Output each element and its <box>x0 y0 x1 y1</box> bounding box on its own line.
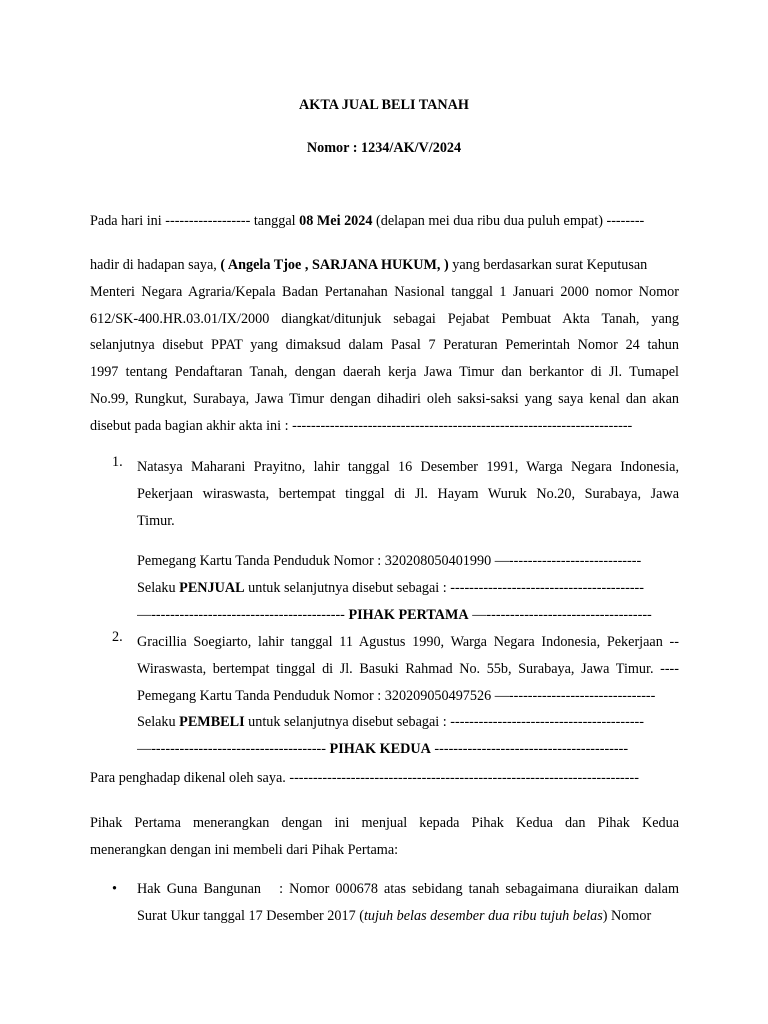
party-2-label-pre: —------------------------------------- <box>137 741 330 758</box>
notary-name: ( Angela Tjoe , SARJANA HUKUM, ) <box>220 257 449 273</box>
intro-line-2: Menteri Negara Agraria/Kepala Badan Pertanahan Nasional tanggal 1 Januari 2000 nomor Nomor <box>90 283 679 300</box>
party-2-label-line <box>137 736 679 763</box>
intro-line-6: No.99, Rungkut, Surabaya, Jawa Timur dengan dihadiri oleh saksi-saksi yang saya kenal dan akan <box>90 390 679 407</box>
hgb-line2-pre: Surat Ukur tanggal 17 Desember 2017 ( <box>137 907 364 924</box>
intro-line-7: disebut pada bagian akhir akta ini : ------------------------------------------------------------------------ <box>90 417 633 434</box>
party-2-ktp: Pemegang Kartu Tanda Penduduk Nomor : 320209050497526 —------------------------------- <box>137 687 656 704</box>
party-1-role-post: untuk selanjutnya disebut sebagai : ----------------------------------------- <box>244 579 644 596</box>
hgb-text <box>137 876 679 930</box>
party-2-line-2: Wiraswasta, bertempat tinggal di Jl. Basuki Rahmad No. 55b, Surabaya, Jawa Timur. ---- <box>137 660 679 677</box>
party-2-role-post: untuk selanjutnya disebut sebagai : ----------------------------------------- <box>244 714 644 731</box>
party-1-ktp: Pemegang Kartu Tanda Penduduk Nomor : 320208050401990 —---------------------------- <box>137 553 642 569</box>
intro-pre: hadir di hadapan saya, <box>90 257 221 273</box>
party-2-role-pre: Selaku <box>137 714 180 731</box>
party-2-label: PIHAK KEDUA <box>329 741 431 758</box>
document-number: Nomor : 1234/AK/V/2024 <box>306 140 462 156</box>
party-2-text <box>137 629 679 763</box>
party-1-details-text <box>137 548 679 628</box>
party-1-role: PENJUAL <box>179 579 245 596</box>
declaration-line-2: menerangkan dengan ini membeli dari Pihak Pertama: <box>90 841 399 858</box>
hgb-line2-italic: tujuh belas desember dua ribu tujuh belas <box>363 907 603 924</box>
party-1-label-line <box>137 602 679 629</box>
intro-line-3: 612/SK-400.HR.03.01/IX/2000 diangkat/ditunjuk sebagai Pejabat Pembuat Akta Tanah, yang <box>90 310 679 327</box>
intro-line1-rest: yang berdasarkan surat Keputusan <box>448 257 648 273</box>
bullet-icon: • <box>112 881 117 897</box>
opening-date: 08 Mei 2024 <box>299 213 373 229</box>
hgb-line-2 <box>137 903 679 930</box>
intro-line-5: 1997 tentang Pendaftaran Tanah, dengan daerah kerja Jawa Timur dan berkantor di Jl. Tumapel <box>90 364 679 381</box>
party-2-line-1: Gracillia Soegiarto, lahir tanggal 11 Agustus 1990, Warga Negara Indonesia, Pekerjaan -- <box>137 634 679 650</box>
hgb-line2-post: ) Nomor <box>602 907 652 924</box>
party-2-label-post: ----------------------------------------- <box>430 741 629 758</box>
hgb-line-1: Hak Guna Bangunan : Nomor 000678 atas sebidang tanah sebagaimana diuraikan dalam <box>137 881 679 897</box>
party-1-role-line <box>137 575 679 602</box>
recognized-line: Para penghadap dikenal oleh saya. -------------------------------------------------------------------------- <box>90 770 639 786</box>
intro-line-4: selanjutnya disebut PPAT yang dimaksud dalam Pasal 7 Peraturan Pemerintah Nomor 24 tahun <box>90 337 679 354</box>
opening-prefix: Pada hari ini ------------------ tanggal <box>90 213 300 229</box>
party-2-role: PEMBELI <box>179 714 245 731</box>
party-1-role-pre: Selaku <box>137 579 180 596</box>
intro-line-1 <box>90 252 679 279</box>
party-1-label: PIHAK PERTAMA <box>348 606 469 623</box>
party-1-label-post: —----------------------------------- <box>468 606 652 623</box>
party-2-number: 2. <box>112 629 123 645</box>
opening-paragraph <box>90 208 679 235</box>
party-1-line-3: Timur. <box>137 512 175 529</box>
party-1-text <box>137 454 679 534</box>
intro-paragraph <box>90 252 679 440</box>
declaration-paragraph <box>90 810 679 864</box>
opening-suffix: (delapan mei dua ribu dua puluh empat) -------- <box>372 213 645 229</box>
party-1-line-1: Natasya Maharani Prayitno, lahir tanggal 16 Desember 1991, Warga Negara Indonesia, <box>137 459 679 475</box>
party-2-role-line <box>137 709 679 736</box>
declaration-line-1: Pihak Pertama menerangkan dengan ini menjual kepada Pihak Kedua dan Pihak Kedua <box>90 815 679 831</box>
opening-line <box>90 208 679 235</box>
party-1-number: 1. <box>112 454 123 470</box>
party-1-line-2: Pekerjaan wiraswasta, bertempat tinggal di Jl. Hayam Wuruk No.20, Surabaya, Jawa <box>137 485 679 502</box>
document-title: AKTA JUAL BELI TANAH <box>299 97 469 113</box>
recognized-paragraph <box>90 765 679 792</box>
party-1-label-pre: —----------------------------------------- <box>137 606 349 623</box>
